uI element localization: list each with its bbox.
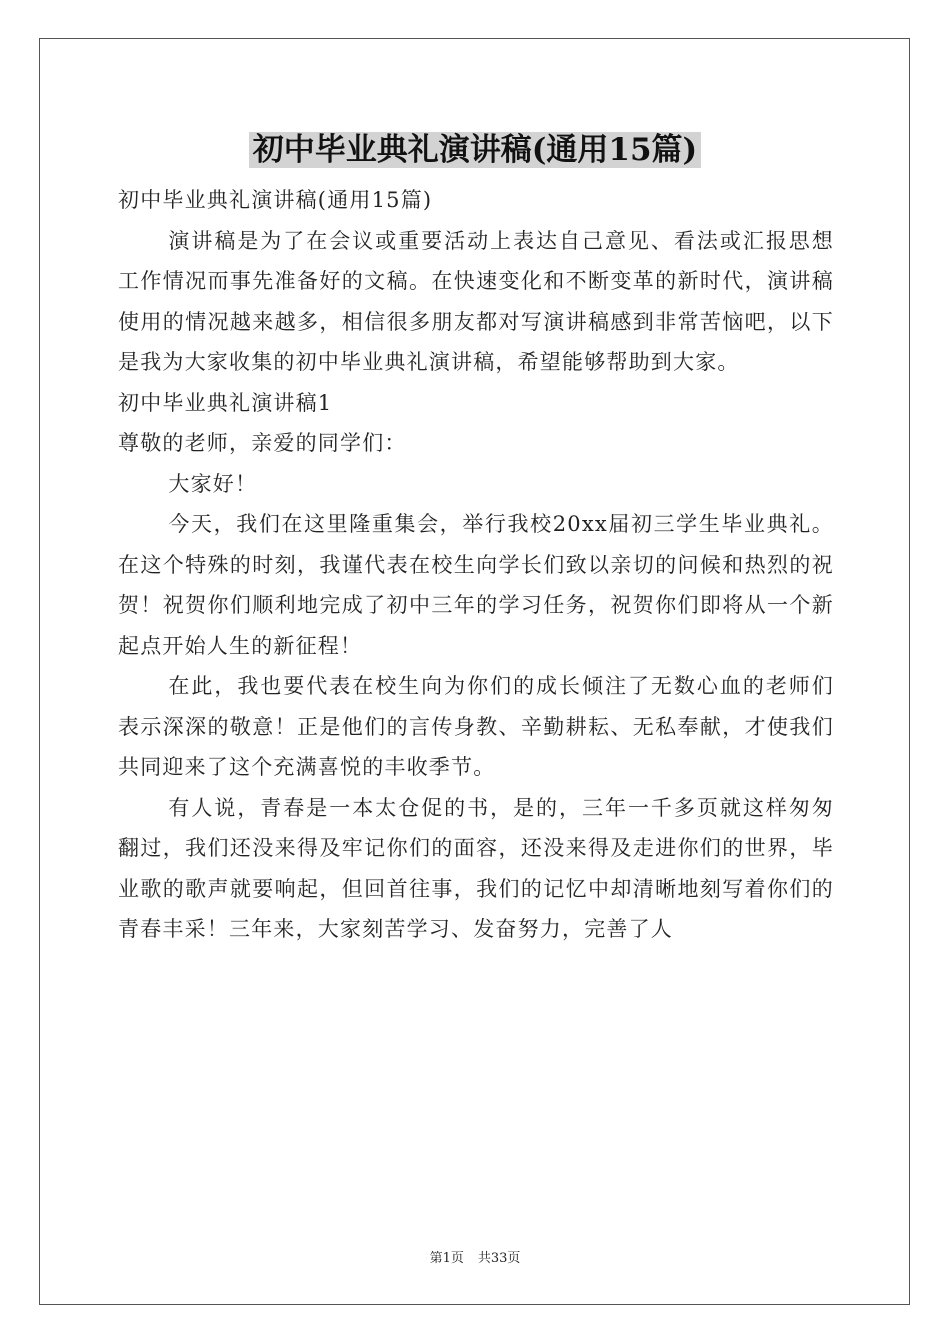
subtitle-line: 初中毕业典礼演讲稿(通用15篇) [118, 188, 433, 212]
salutation-line: 尊敬的老师，亲爱的同学们： [118, 431, 407, 455]
document-title-text: 初中毕业典礼演讲稿(通用15篇) [249, 132, 701, 168]
section-heading: 初中毕业典礼演讲稿1 [118, 390, 333, 415]
page-total: 共33页 [477, 1251, 521, 1266]
body-paragraph: 今天，我们在这里隆重集会，举行我校20xx届初三学生毕业典礼。在这个特殊的时刻，我谨代表在校生向学长们致以亲切的问候和热烈的祝贺！祝贺你们顺利地完成了初中三年的学习任务，祝贺你们即将从一个新起点开始人生的新征程！ [118, 512, 834, 658]
document-title [0, 128, 950, 172]
body-paragraph: 在此，我也要代表在校生向为你们的成长倾注了无数心血的老师们表示深深的敬意！正是他们的言传身教、辛勤耕耘、无私奉献，才使我们共同迎来了这个充满喜悦的丰收季节。 [118, 674, 834, 779]
intro-paragraph: 演讲稿是为了在会议或重要活动上表达自己意见、看法或汇报思想工作情况而事先准备好的文稿。在快速变化和不断变革的新时代，演讲稿使用的情况越来越多，相信很多朋友都对写演讲稿感到非常苦恼吧，以下是我为大家收集的初中毕业典礼演讲稿，希望能够帮助到大家。 [118, 228, 834, 374]
page-number: 第1页 [429, 1251, 464, 1266]
document-body [118, 180, 834, 950]
page-footer [0, 1247, 950, 1266]
body-paragraph: 有人说，青春是一本太仓促的书，是的，三年一千多页就这样匆匆翻过，我们还没来得及牢记你们的面容，还没来得及走进你们的世界，毕业歌的歌声就要响起，但回首往事，我们的记忆中却清晰地刻写着你们的青春丰采！三年来，大家刻苦学习、发奋努力，完善了人 [118, 795, 834, 941]
greeting-paragraph: 大家好！ [168, 471, 258, 496]
